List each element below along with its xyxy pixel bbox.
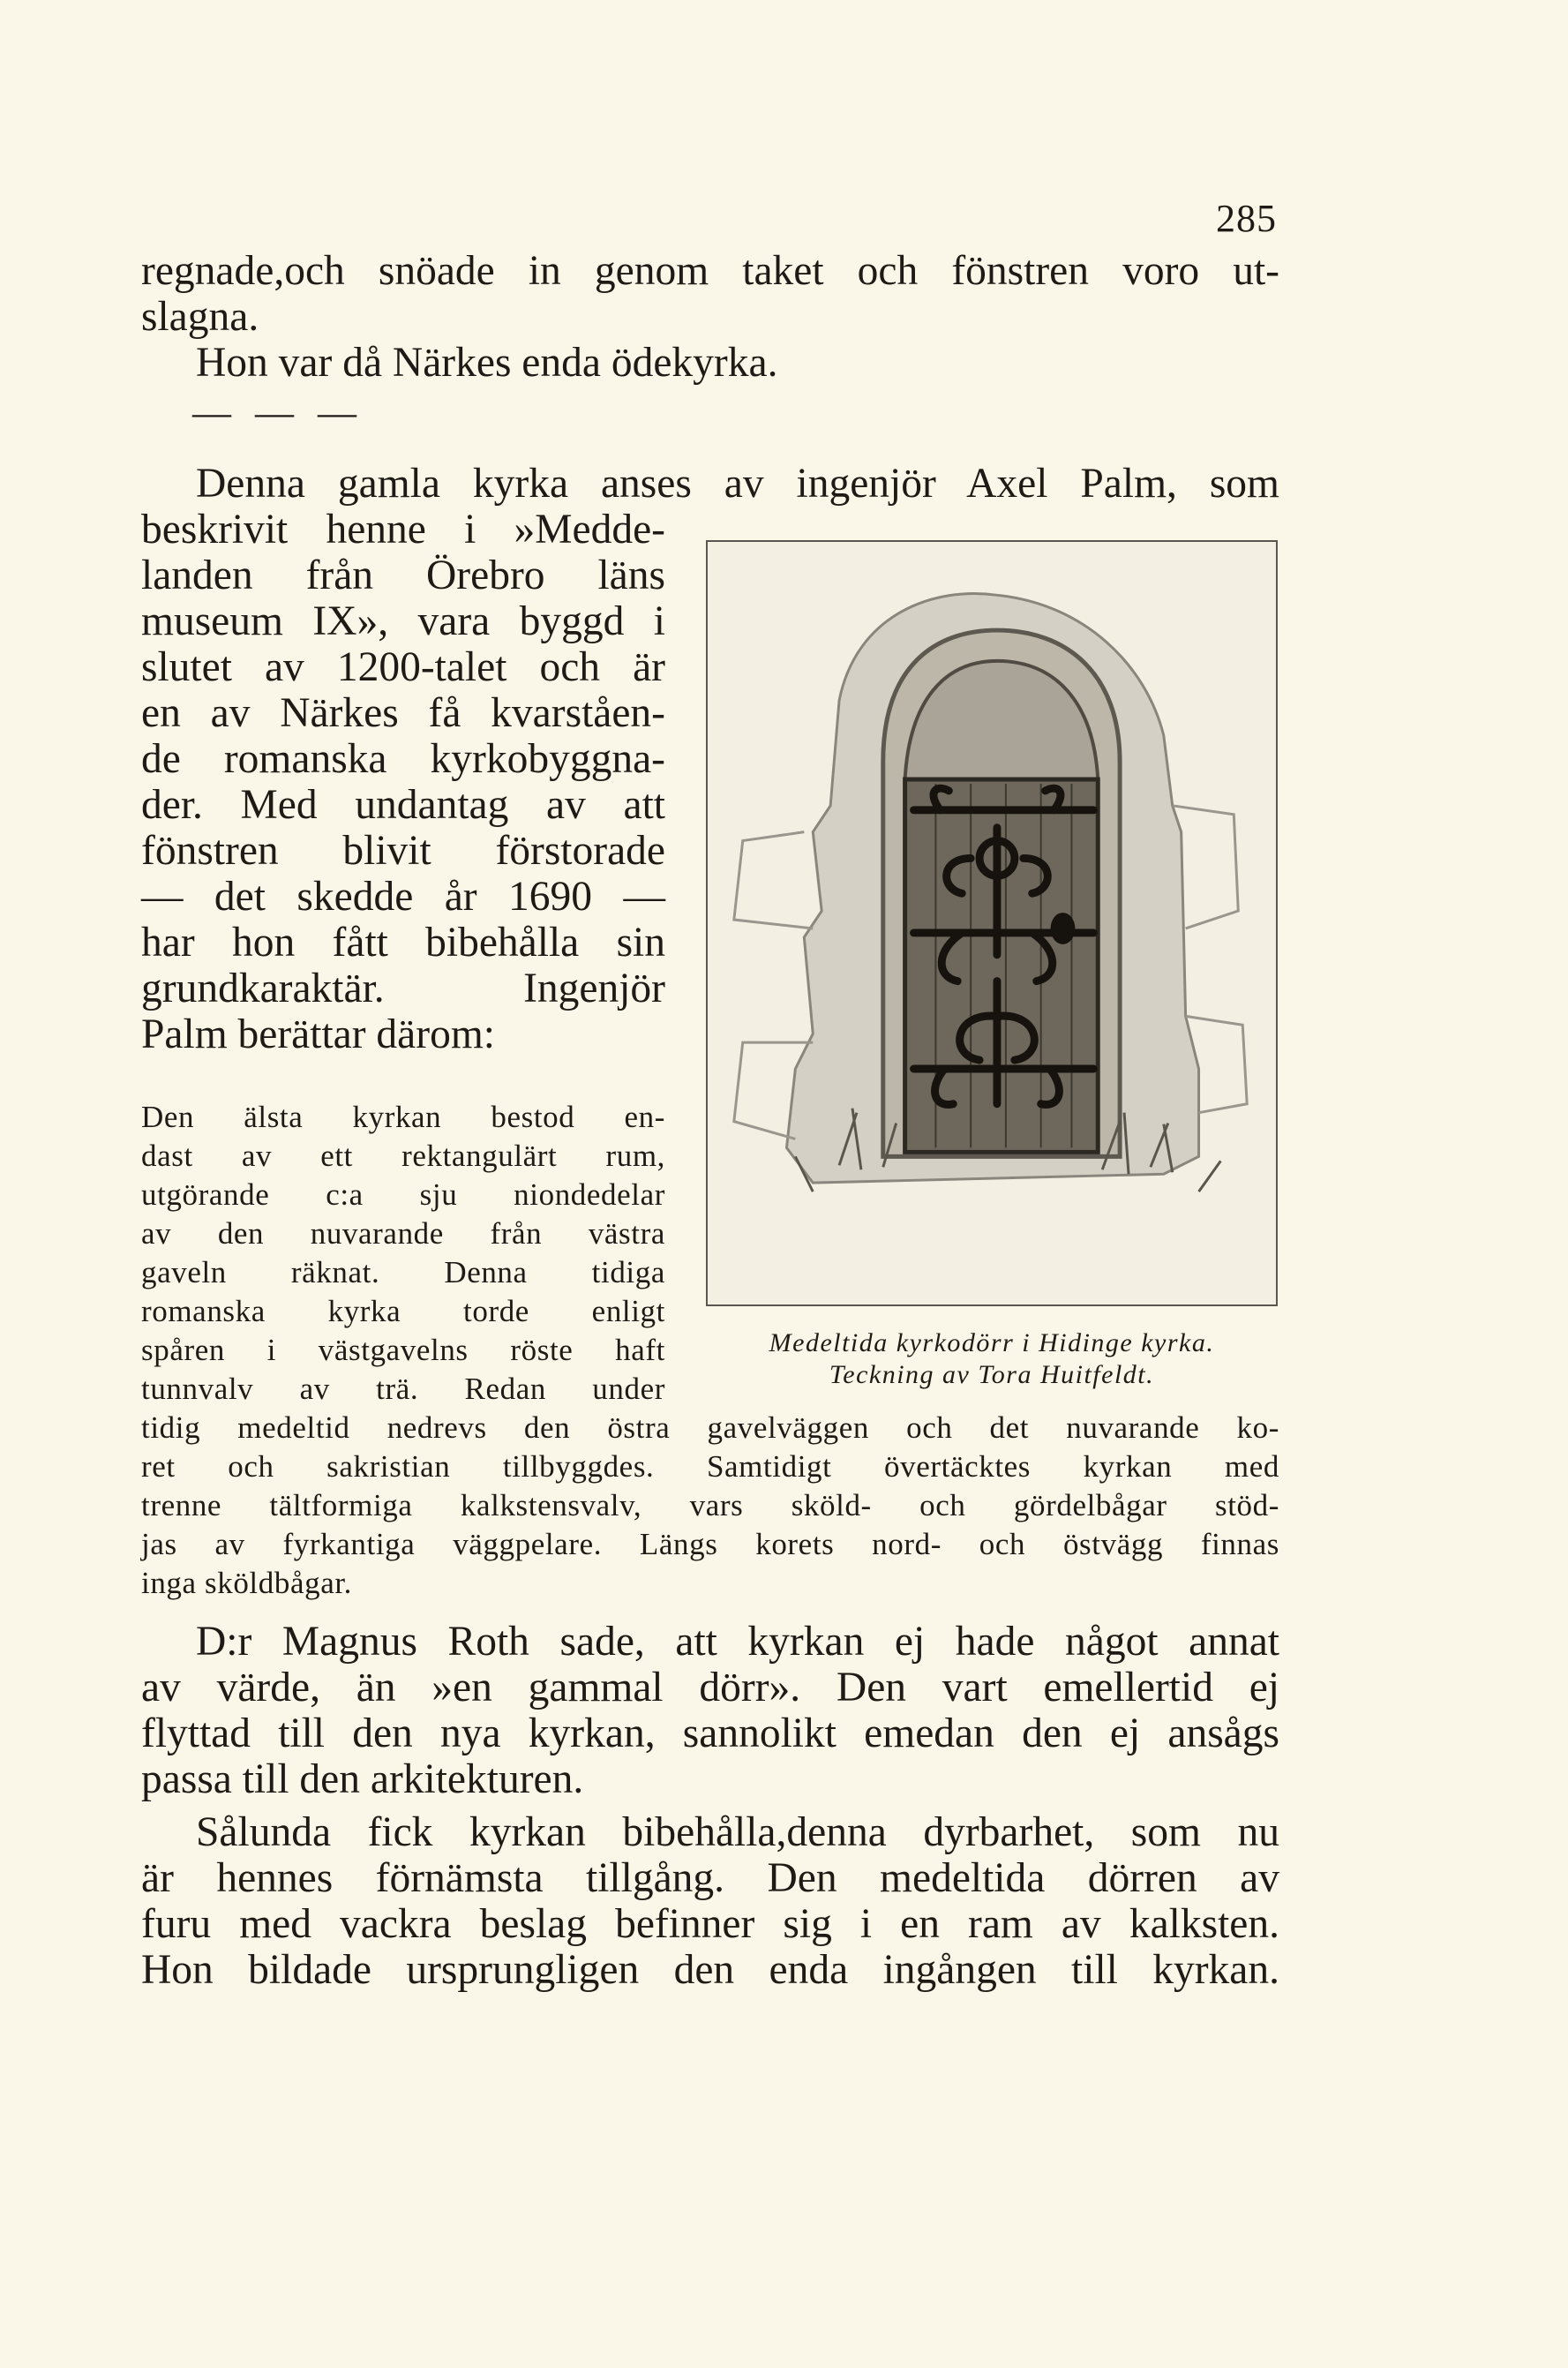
text-line: jas av fyrkantiga väggpelare. Längs korets nord- och östvägg finnas [141,1527,1279,1561]
figure-caption-line2: Teckning av Tora Huitfeldt. [829,1360,1155,1389]
text-line: en av Närkes få kvarståen- [141,690,665,736]
block-quote-wrapped [141,1098,665,1409]
door-drawing [708,542,1276,1304]
text-line: de romanska kyrkobyggna- [141,736,665,782]
text-line: dast av ett rektangulärt rum, [141,1139,665,1173]
text-line: utgörande c:a sju niondedelar [141,1177,665,1212]
church-door-illustration [706,540,1278,1306]
text-line: Hon bildade ursprungligen den enda ingången till kyrkan. [141,1947,1279,1993]
text-line: av den nuvarande från västra [141,1216,665,1251]
text-line: tidig medeltid nedrevs den östra gavelväggen och det nuvarande ko- [141,1410,1279,1445]
text-line: trenne tältformiga kalkstensvalv, vars sköld- och gördelbågar stöd- [141,1488,1279,1522]
text-line: Sålunda fick kyrkan bibehålla,denna dyrbarhet, som nu [196,1809,1279,1855]
text-line: gaveln räknat. Denna tidiga [141,1255,665,1289]
text-line: fönstren blivit förstorade [141,828,665,874]
paragraph-roth [141,1619,1279,1802]
text-line: grundkaraktär. Ingenjör [141,966,665,1011]
text-line: furu med vackra beslag befinner sig i en ram av kalksten. [141,1901,1279,1947]
text-line: har hon fått bibehålla sin [141,920,665,966]
text-line: beskrivit henne i »Medde- [141,507,665,553]
figure-caption-line1: Medeltida kyrkodörr i Hidinge kyrka. [769,1328,1215,1357]
section-separator: — — — [192,391,364,434]
text-line: der. Med undantag av att [141,782,665,828]
text-line: slutet av 1200-talet och är [141,644,665,690]
text-line: Hon var då Närkes enda ödekyrka. [196,340,778,386]
text-line: spåren i västgavelns röste haft [141,1333,665,1367]
paragraph-palm-wrapped [141,507,665,1057]
text-line: passa till den arkitekturen. [141,1756,584,1802]
text-line: inga sköldbågar. [141,1566,352,1600]
text-line: Palm berättar därom: [141,1011,495,1057]
text-line: D:r Magnus Roth sade, att kyrkan ej hade något annat [196,1619,1279,1665]
text-line: slagna. [141,294,259,340]
text-line: landen från Örebro läns [141,553,665,598]
text-line: Den älsta kyrkan bestod en- [141,1100,665,1134]
intro-paragraph [141,248,1279,386]
page-number: 285 [1216,197,1277,240]
text-line: ret och sakristian tillbyggdes. Samtidigt övertäcktes kyrkan med [141,1449,1279,1484]
paragraph-palm [141,461,1279,507]
block-quote-full [141,1409,1279,1603]
text-line: av värde, än »en gammal dörr». Den vart emellertid ej [141,1665,1279,1710]
text-line: flyttad till den nya kyrkan, sannolikt emedan den ej ansågs [141,1710,1279,1756]
text-line: tunnvalv av trä. Redan under [141,1372,665,1406]
paragraph-door [141,1809,1279,1993]
text-line: är hennes förnämsta tillgång. Den medeltida dörren av [141,1855,1279,1901]
text-line: regnade,och snöade in genom taket och fönstren voro ut- [141,248,1279,294]
text-line: museum IX», vara byggd i [141,598,665,644]
text-line: — det skedde år 1690 — [141,874,665,920]
text-line: Denna gamla kyrka anses av ingenjör Axel Palm, som [196,461,1279,507]
text-line: romanska kyrka torde enligt [141,1294,665,1328]
